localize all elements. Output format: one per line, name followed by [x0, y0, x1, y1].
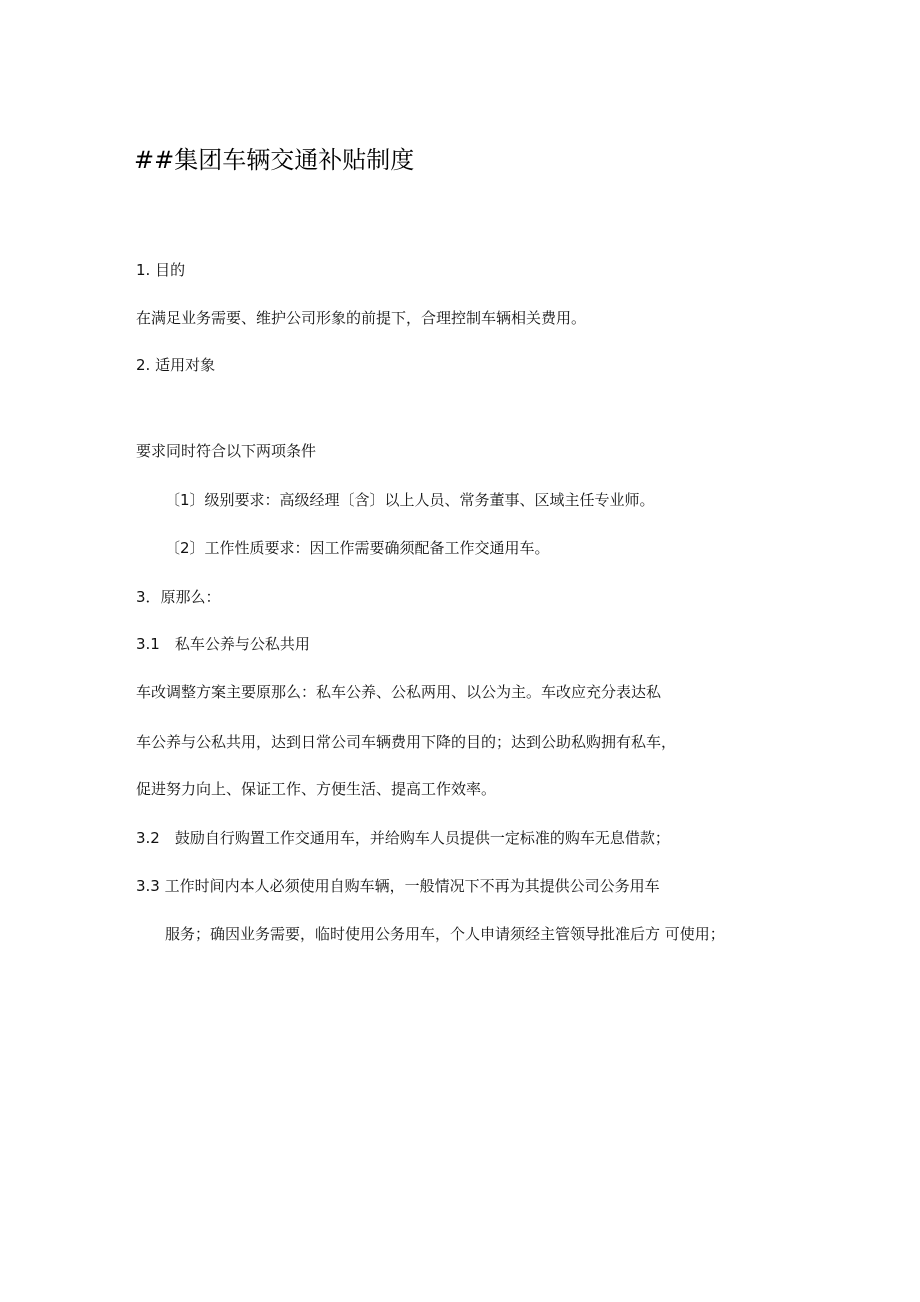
section-3-1-body-line-3: 促进努力向上、保证工作、方便生活、提高工作效率。 — [136, 780, 497, 798]
section-3-1-body-line-2: 车公养与公私共用，达到日常公司车辆费用下降的目的；达到公助私购拥有私车， — [136, 733, 677, 751]
document-title: ##集团车辆交通补贴制度 — [134, 146, 415, 174]
section-3-1-heading: 3.1 私车公养与公私共用 — [136, 635, 310, 653]
section-1-body: 在满足业务需要、维护公司形象的前提下，合理控制车辆相关费用。 — [136, 309, 587, 327]
section-1-heading: 1. 目的 — [136, 261, 186, 279]
section-3-heading: 3．原那么： — [136, 588, 221, 606]
section-2-heading: 2. 适用对象 — [136, 356, 216, 374]
section-3-3-line-1: 3.3 工作时间内本人必须使用自购车辆，一般情况下不再为其提供公司公务用车 — [136, 877, 660, 895]
section-2-intro: 要求同时符合以下两项条件 — [136, 442, 317, 460]
section-3-3-line-2: 服务；确因业务需要，临时使用公务用车，个人申请须经主管领导批准后方 可使用； — [165, 925, 725, 943]
condition-2: 〔2〕工作性质要求：因工作需要确须配备工作交通用车。 — [165, 539, 550, 557]
section-3-1-body-line-1: 车改调整方案主要原那么：私车公养、公私两用、以公为主。车改应充分表达私 — [136, 683, 662, 701]
condition-1: 〔1〕级别要求：高级经理〔含〕以上人员、常务董事、区域主任专业师。 — [165, 491, 655, 509]
section-3-2: 3.2 鼓励自行购置工作交通用车，并给购车人员提供一定标准的购车无息借款； — [136, 829, 670, 847]
